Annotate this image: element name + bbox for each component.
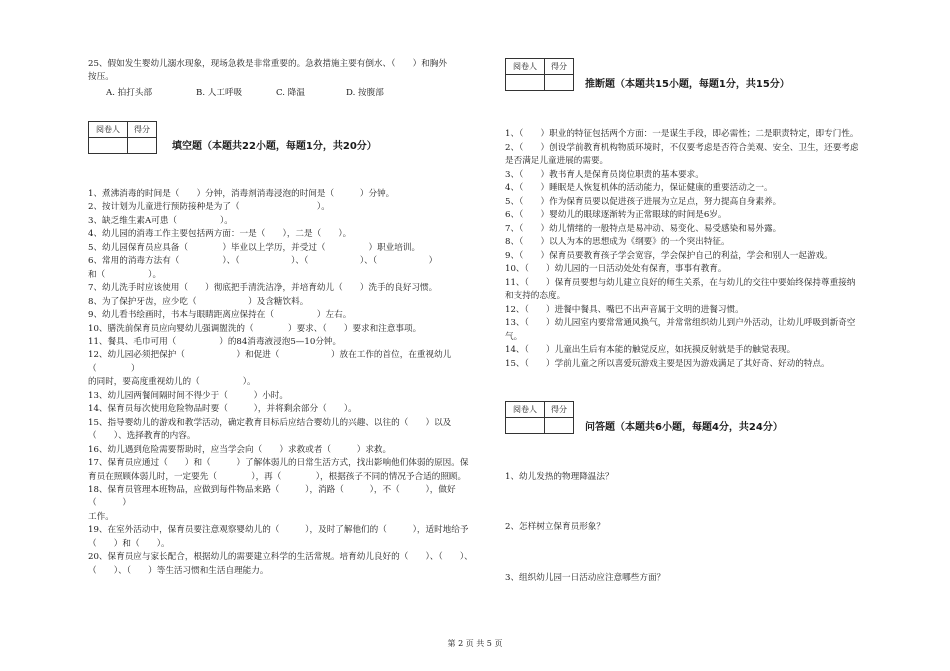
- fill-line: 14、保育员每次使用危险物品时要（ ），并将剩余部分（ ）。: [88, 404, 357, 415]
- judge-line: 3、（ ）教书育人是保育员岗位职责的基本要求。: [505, 169, 704, 180]
- fill-line: 15、指导婴幼儿的游戏和教学活动，确定教育目标后应结合婴幼儿的兴趣、以往的（ ）以及: [88, 417, 452, 428]
- judge-line: 8、（ ）以人为本的思想成为《纲要》的一个突出特征。: [505, 237, 730, 247]
- fill-line: 育员在照顾体弱儿时，一定要先（ ），再（ ），根据孩子不同的情况予合适的照顾。: [88, 471, 467, 482]
- score-cell[interactable]: [545, 75, 574, 91]
- reviewer-header: 阅卷人: [506, 59, 545, 75]
- fill-section-title: 填空题（本题共22小题，每题1分，共20分）: [172, 141, 377, 152]
- qa-section-title: 问答题（本题共6小题，每题4分，共24分）: [585, 422, 783, 433]
- judge-line: 15、（ ）学前儿童之所以喜爱玩游戏主要是因为游戏满足了其好奇、好动的特点。: [505, 358, 830, 369]
- reviewer-header: 阅卷人: [506, 402, 545, 418]
- score-box-fill: [88, 121, 157, 154]
- fill-line: 11、餐具、毛巾可用（ ）的84消毒液浸泡5—10分钟。: [88, 336, 342, 347]
- option-d: D. 按腹部: [346, 87, 384, 98]
- fill-line: 3、缺乏维生素A可患（ ）。: [88, 215, 233, 226]
- judge-line: 和支持的态度。: [505, 291, 566, 301]
- qa-question-1: 1、幼儿发热的物理降温法？: [505, 472, 614, 482]
- reviewer-cell[interactable]: [506, 75, 545, 91]
- score-cell[interactable]: [128, 138, 157, 154]
- score-header: 得分: [545, 59, 574, 75]
- judge-line: 13、（ ）幼儿园室内要常常通风换气，并常常组织幼儿到户外活动，让幼儿呼吸到新奇空: [505, 318, 856, 328]
- option-b: B. 人工呼吸: [196, 87, 243, 98]
- fill-line: 19、在室外活动中，保育员要注意观察婴幼儿的（ ），及时了解他们的（ ），适时地给予: [88, 525, 469, 536]
- judge-line: 14、（ ）儿童出生后有本能的触觉反应，如抚摸反射就是手的触觉表现。: [505, 345, 796, 355]
- judge-line: 6、（ ）婴幼儿的眼球逐渐转为正常眼球的时间是6岁。: [505, 210, 727, 220]
- judge-line: 5、（ ）作为保育员要以促进孩子进展为立足点，努力提高自身素养。: [505, 196, 782, 207]
- judge-line: 气。: [505, 331, 523, 342]
- fill-line: 的同时，要高度重视幼儿的（ ）。: [88, 377, 256, 388]
- fill-line: 10、膳洗前保育员应向婴幼儿强调盥洗的（ ）要求、（ ）要求和注意事项。: [88, 323, 422, 334]
- reviewer-header: 阅卷人: [89, 122, 128, 138]
- page-footer: 第 2 页 共 5 页: [447, 639, 503, 648]
- qa-question-2: 2、怎样树立保育员形象？: [505, 522, 605, 532]
- fill-line: 12、幼儿园必须把保护（ ）和促进（ ）放在工作的首位，在重视幼儿（ ）: [88, 350, 452, 374]
- fill-line: 13、幼儿园两餐间隔时间不得少于（ ）小时。: [88, 390, 288, 401]
- judge-line: 1、（ ）职业的特征包括两个方面：一是谋生手段，即必需性；二是职责特定，即专门性。: [505, 129, 859, 139]
- fill-line: 16、幼儿遇到危险需要帮助时，应当学会向（ ）求救或者（ ）求救。: [88, 444, 392, 455]
- judge-line: 4、（ ）睡眠是人恢复机体的活动能力，保证健康的重要活动之一。: [505, 183, 773, 193]
- judge-questions: [505, 128, 917, 371]
- question-25: [88, 58, 490, 100]
- judge-section-title: 推断题（本题共15小题，每题1分，共15分）: [585, 79, 790, 90]
- judge-line: 7、（ ）幼儿情绪的一般特点是易冲动、易变化、易受感染和易外露。: [505, 223, 782, 234]
- fill-line: 9、幼儿看书绘画时，书本与眼睛距离应保持在（ ）左右。: [88, 310, 352, 321]
- reviewer-cell[interactable]: [506, 418, 545, 434]
- option-c: C. 降温: [276, 87, 305, 98]
- fill-line: 6、常用的消毒方法有（ ）、（ ）、（ ）、（ ）: [88, 256, 438, 267]
- fill-line: （ ）、（ ）等生活习惯和生活自理能力。: [88, 565, 269, 576]
- judge-line: 2、（ ）创设学前教育机构物质环境时，不仅要考虑是否符合美观、安全、卫生，还要考虑: [505, 142, 859, 153]
- fill-line: （ ）、选择教育的内容。: [88, 431, 196, 442]
- fill-line: 4、幼儿园的消毒工作主要包括两方面：一是（ ），二是（ ）。: [88, 229, 352, 240]
- fill-line: （ ）和（ ）。: [88, 538, 170, 549]
- fill-line: 18、保育员管理本班物品，应做到每件物品来路（ ），消路（ ），不（ ），做好（ ）: [88, 484, 456, 509]
- question-25-options: [106, 87, 490, 100]
- question-25-line2: 按压。: [88, 72, 114, 83]
- reviewer-cell[interactable]: [89, 138, 128, 154]
- judge-line: 是否满足儿童进展的需要。: [505, 156, 609, 166]
- fill-questions: [88, 188, 493, 578]
- judge-line: 12、（ ）进餐中餐具、嘴巴不出声音属于文明的进餐习惯。: [505, 304, 744, 315]
- fill-line: 5、幼儿园保育员应具备（ ）毕业以上学历，并受过（ ）职业培训。: [88, 242, 421, 253]
- score-cell[interactable]: [545, 418, 574, 434]
- fill-line: 20、保育员应与家长配合，根据幼儿的需要建立科学的生活常规。培育幼儿良好的（ ）、（ ）、: [88, 552, 473, 563]
- fill-line: 8、为了保护牙齿，应少吃（ ）及含糖饮料。: [88, 296, 309, 307]
- score-box-qa: [505, 401, 574, 434]
- question-25-line1: 25、假如发生婴幼儿溺水现象，现场急救是非常重要的。急救措施主要有倒水、（ ）和胸外: [88, 59, 447, 69]
- score-header: 得分: [128, 122, 157, 138]
- fill-line: 17、保育员应通过（ ）和（ ）了解体弱儿的日常生活方式，找出影响他们体弱的原因。保: [88, 458, 469, 469]
- qa-question-3: 3、组织幼儿园一日活动应注意哪些方面？: [505, 573, 666, 583]
- judge-line: 11、（ ）保育员要想与幼儿建立良好的师生关系，在与幼儿的交往中要始终保持尊重接纳: [505, 277, 856, 288]
- fill-line: 1、煮沸消毒的时间是（ ）分钟，消毒剂消毒浸泡的时间是（ ）分钟。: [88, 189, 395, 199]
- judge-line: 9、（ ）保育员要教育孩子学会宽容，学会保护自己的利益，学会和别人一起游戏。: [505, 250, 833, 261]
- option-a: A. 拍打头部: [106, 87, 153, 98]
- score-box-judge: [505, 58, 574, 91]
- fill-line: 工作。: [88, 511, 114, 522]
- fill-line: 和（ ）。: [88, 269, 162, 280]
- fill-line: 2、按计划为儿童进行预防接种是为了（ ）。: [88, 202, 330, 213]
- score-header: 得分: [545, 402, 574, 418]
- judge-line: 10、（ ）幼儿园的一日活动处处有保育，事事有教育。: [505, 264, 727, 274]
- fill-line: 7、幼儿洗手时应该使用（ ）彻底把手清洗洁净，并培育幼儿（ ）洗手的良好习惯。: [88, 283, 438, 294]
